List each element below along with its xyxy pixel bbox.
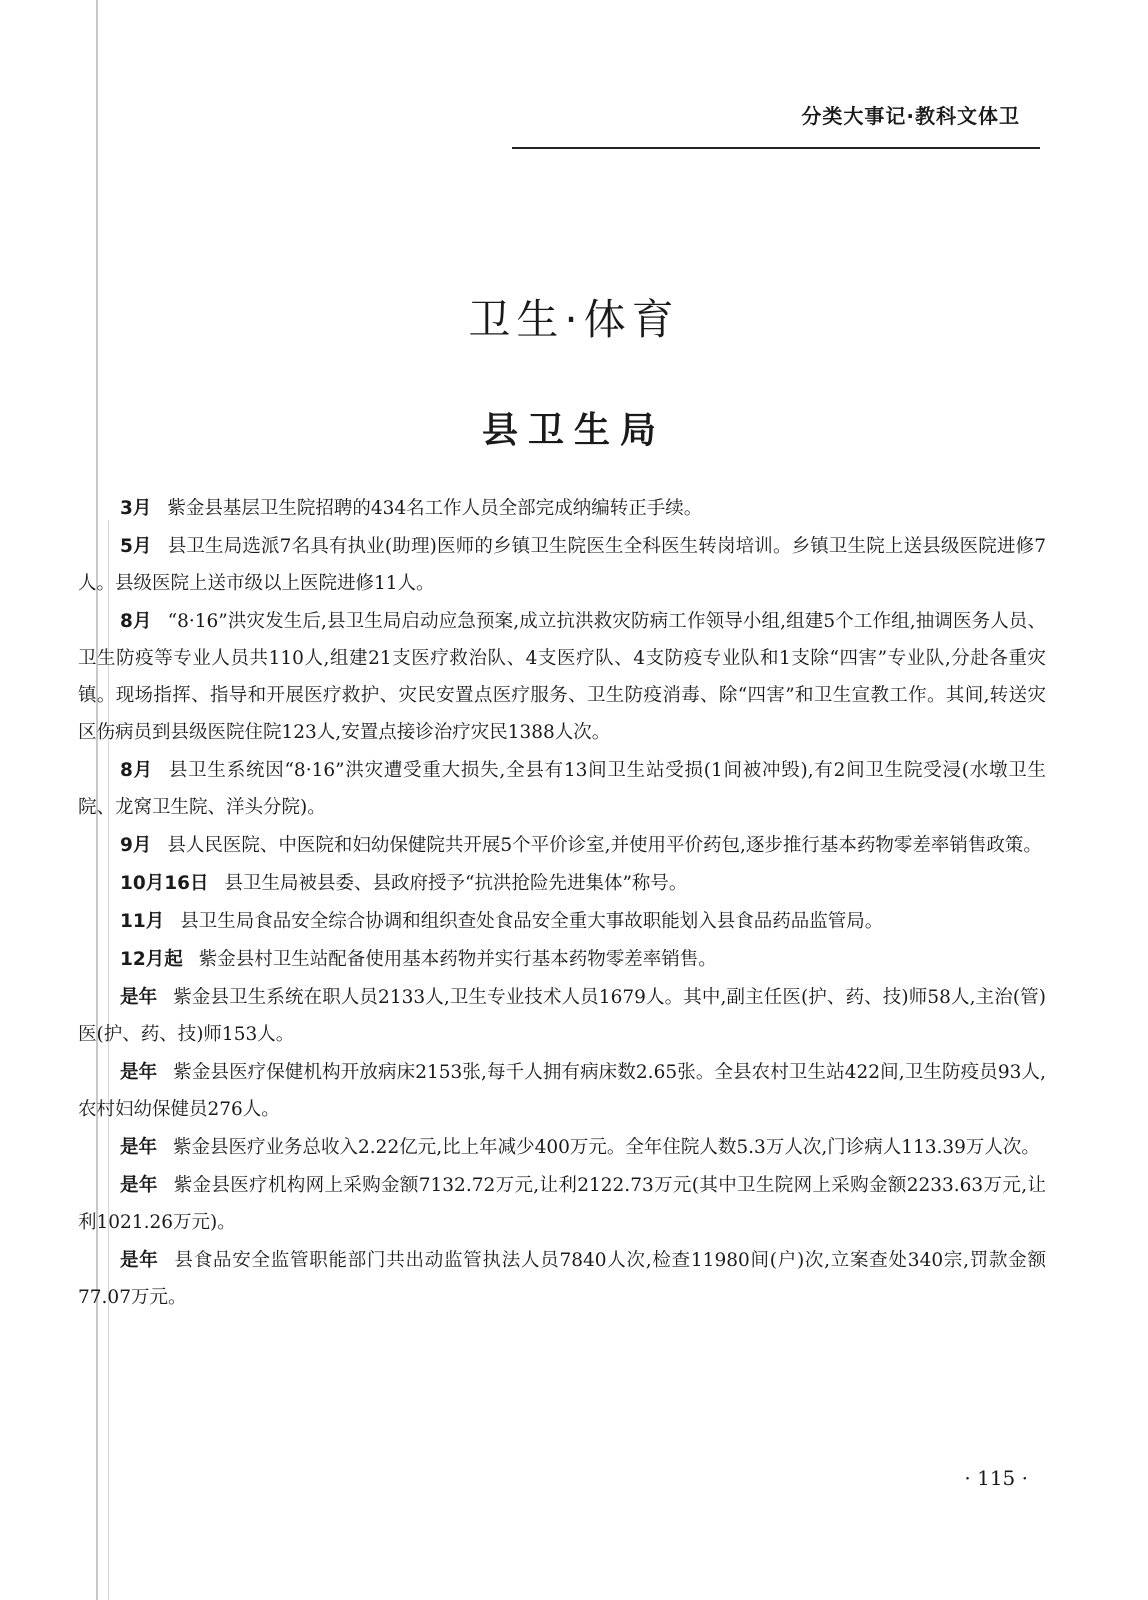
entry bbox=[78, 528, 1046, 602]
entry bbox=[78, 827, 1046, 864]
entry-text: 县卫生局被县委、县政府授予“抗洪抢险先进集体”称号。 bbox=[224, 873, 688, 894]
entry-text: “8·16”洪灾发生后,县卫生局启动应急预案,成立抗洪救灾防病工作领导小组,组建5个工作组,抽调医务人员、卫生防疫等专业人员共110人,组建21支医疗救治队、4支医疗队、4支防疫专业队和1支除“四害”专业队,分赴各重灾镇。现场指挥、指导和开展医疗救护、灾民安置点医疗服务、卫生防疫消毒、除“四害”和卫生宣教工作。其间,转送灾区伤病员到县级医院住院123人,安置点接诊治疗灾民1388人次。 bbox=[78, 611, 1047, 743]
entry bbox=[78, 941, 1046, 978]
entry-date: 是年 bbox=[120, 1062, 158, 1083]
header-rule bbox=[512, 147, 1040, 149]
entry bbox=[78, 1054, 1046, 1128]
entry bbox=[78, 865, 1046, 902]
entry bbox=[78, 1242, 1046, 1316]
entry-date: 3月 bbox=[120, 498, 152, 519]
entry-date: 10月16日 bbox=[120, 873, 209, 894]
page-number: · 115 · bbox=[964, 1466, 1028, 1490]
section-title: 卫生·体育 bbox=[468, 295, 680, 344]
entry-date: 9月 bbox=[120, 835, 152, 856]
entry-text: 县卫生局食品安全综合协调和组织查处食品安全重大事故职能划入县食品药品监管局。 bbox=[180, 911, 884, 932]
entry-date: 8月 bbox=[120, 760, 153, 781]
entry bbox=[78, 1129, 1046, 1166]
entry-text: 紫金县卫生系统在职人员2133人,卫生专业技术人员1679人。其中,副主任医(护、药、技)师58人,主治(管)医(护、药、技)师153人。 bbox=[78, 987, 1046, 1045]
entry bbox=[78, 1167, 1046, 1241]
entry-date: 是年 bbox=[120, 987, 158, 1008]
entry-date: 11月 bbox=[120, 911, 165, 932]
entry bbox=[78, 603, 1046, 751]
entry-text: 县食品安全监管职能部门共出动监管执法人员7840人次,检查11980间(户)次,立案查处340宗,罚款金额77.07万元。 bbox=[78, 1250, 1046, 1308]
entry-text: 紫金县基层卫生院招聘的434名工作人员全部完成纳编转正手续。 bbox=[167, 498, 703, 519]
entry-text: 紫金县医疗保健机构开放病床2153张,每千人拥有病床数2.65张。全县农村卫生站422间,卫生防疫员93人,农村妇幼保健员276人。 bbox=[78, 1062, 1046, 1120]
entry-text: 县卫生局选派7名具有执业(助理)医师的乡镇卫生院医生全科医生转岗培训。乡镇卫生院上送县级医院进修7人。县级医院上送市级以上医院进修11人。 bbox=[78, 536, 1046, 594]
entry-text: 县卫生系统因“8·16”洪灾遭受重大损失,全县有13间卫生站受损(1间被冲毁),有2间卫生院受浸(水墩卫生院、龙窝卫生院、洋头分院)。 bbox=[78, 760, 1047, 818]
entry-text: 县人民医院、中医院和妇幼保健院共开展5个平价诊室,并使用平价药包,逐步推行基本药物零差率销售政策。 bbox=[167, 835, 1042, 856]
entry bbox=[78, 903, 1046, 940]
entry-date: 8月 bbox=[120, 611, 152, 632]
unit-title: 县卫生局 bbox=[481, 410, 666, 451]
entry-date: 是年 bbox=[120, 1137, 158, 1158]
entry-date: 是年 bbox=[120, 1175, 158, 1196]
running-head: 分类大事记·教科文体卫 bbox=[801, 104, 1020, 128]
entry-date: 是年 bbox=[120, 1250, 159, 1271]
entry bbox=[78, 979, 1046, 1053]
entry-date: 5月 bbox=[120, 536, 152, 557]
entry-date: 12月起 bbox=[120, 949, 183, 970]
entry bbox=[78, 752, 1046, 826]
entry-text: 紫金县村卫生站配备使用基本药物并实行基本药物零差率销售。 bbox=[198, 949, 717, 970]
entry bbox=[78, 490, 1046, 527]
entries-list bbox=[78, 490, 1046, 1317]
entry-text: 紫金县医疗机构网上采购金额7132.72万元,让利2122.73万元(其中卫生院网上采购金额2233.63万元,让利1021.26万元)。 bbox=[78, 1175, 1046, 1233]
entry-text: 紫金县医疗业务总收入2.22亿元,比上年减少400万元。全年住院人数5.3万人次,门诊病人113.39万人次。 bbox=[173, 1137, 1040, 1158]
